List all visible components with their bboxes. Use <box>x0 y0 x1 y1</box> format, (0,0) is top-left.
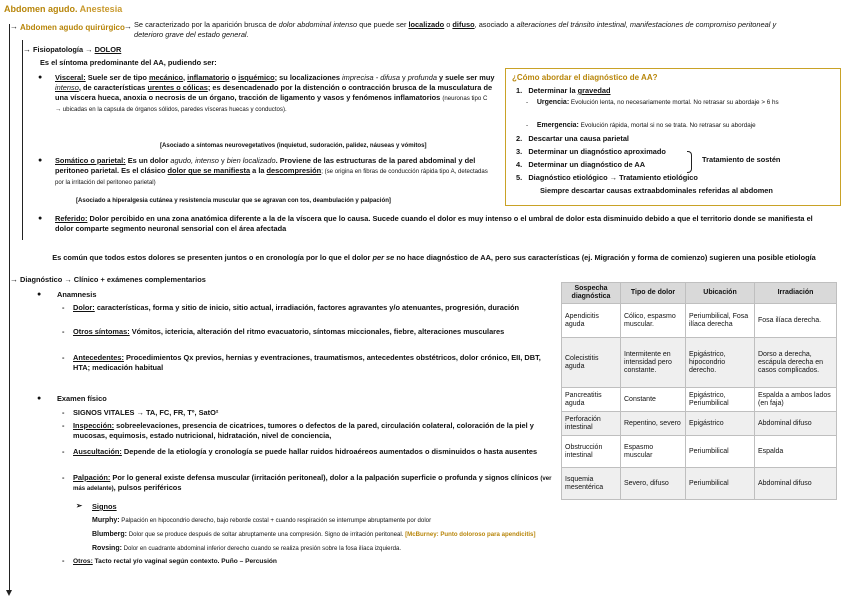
chevron-icon: ➢ <box>76 501 83 510</box>
box-brace-label: Tratamiento de sostén <box>702 155 781 164</box>
title-main: Abdomen agudo. <box>4 4 78 14</box>
table-cell: Colecistitis aguda <box>562 338 621 388</box>
table-cell: Espalda a ambos lados (en faja) <box>755 388 837 412</box>
title-sub: Anestesia <box>79 4 123 14</box>
dash-icon: - <box>62 447 65 456</box>
table-cell: Epigástrico, Periumbilical <box>686 388 755 412</box>
fisiopatologia-intro: Es el síntoma predominante del AA, pudiendo ser: <box>40 58 217 67</box>
table-cell: Periumbilical <box>686 468 755 500</box>
arrow-icon: → <box>124 22 132 31</box>
table-cell: Epigástrico, hipocondrio derecho. <box>686 338 755 388</box>
table-cell: Pancreatitis aguda <box>562 388 621 412</box>
examen-auscultacion: Auscultación: Depende de la etiología y cronología se puede hallar ruidos hidroaéreos aumentados o disminuidos o hasta ausentes <box>73 447 538 456</box>
signo-rovsing: Rovsing: Dolor en cuadrante abdominal inferior derecho cuando se realiza presión sobre la fosa ilíaca izquierda. <box>92 545 402 552</box>
box-item-3: 3. Determinar un diagnóstico aproximado <box>516 147 666 156</box>
table-row <box>562 338 837 388</box>
table-row <box>562 304 837 338</box>
bullet-icon: ● <box>38 157 43 164</box>
table-cell: Obstrucción intestinal <box>562 436 621 468</box>
table-cell: Espasmo muscular <box>621 436 686 468</box>
sospecha-table-wrapper <box>561 282 837 500</box>
fisiopatologia-heading: Fisiopatología → DOLOR <box>33 45 122 54</box>
visceral-assoc: [Asociado a síntomas neurovegetativos (inquietud, sudoración, palidez, náuseas y vómitos] <box>160 142 427 149</box>
somatico-assoc: [Asociado a hiperalgesia cutánea y resistencia muscular que se agravan con tos, deambulación y palpación] <box>76 197 391 204</box>
table-cell: Fosa ilíaca derecha. <box>755 304 837 338</box>
signo-murphy: Murphy: Palpación en hipocondrio derecho, bajo reborde costal + cuando respiración se interrumpe abruptamente por dolor <box>92 517 432 524</box>
dash-icon: - <box>62 327 65 336</box>
anamnesis-label: Anamnesis <box>57 290 97 299</box>
referido-paragraph: Referido: Dolor percibido en una zona anatómica diferente a la de la víscera que lo causa. Sucede cuando el dolor es muy intenso o el umbral de dolor esta disminuido debido a que el territorio donde se manifiesta el dolor comparte segmento neuronal sensorial con el área afectada <box>55 214 813 234</box>
dash-icon: - <box>62 353 65 362</box>
secondary-flow-line <box>22 40 23 240</box>
dash-icon: - <box>62 421 65 430</box>
sospecha-table <box>561 282 837 500</box>
main-flow-line <box>9 24 10 594</box>
somatico-paragraph: Somático o parietal: Es un dolor agudo, intenso y bien localizado. Proviene de las estructuras de la pared abdominal y del peritoneo parietal. Es el clásico dolor que se manifiesta a la descompresión; (se origina en fibras de conducción rápida tipo A, detectadas por la irritación del peritoneo parietal) <box>55 156 488 186</box>
dash-icon: - <box>62 303 65 312</box>
anamnesis-otros-sintomas: Otros síntomas: Vómitos, ictericia, alteración del ritmo evacuatorio, síntomas miccionales, fiebre, alteraciones musculares <box>73 327 505 336</box>
signos-vitales: SIGNOS VITALES → TA, FC, FR, Tº, SatO² <box>73 408 219 417</box>
table-cell: Perforación intestinal <box>562 412 621 436</box>
flow-arrowhead-icon <box>6 590 12 596</box>
table-cell: Periumbilical <box>686 436 755 468</box>
anamnesis-antecedentes: Antecedentes: Procedimientos Qx previos, hernias y eventraciones, traumatismos, antecedentes obstétricos, dolor crónico, EII, DBT, HTA; medicación habitual <box>73 353 541 373</box>
page-title <box>4 3 122 15</box>
table-row <box>562 468 837 500</box>
bullet-icon: ● <box>38 74 43 81</box>
box-item-5: 5. Diagnóstico etiológico → Tratamiento etiológico <box>516 173 698 182</box>
table-cell: Severo, difuso <box>621 468 686 500</box>
anamnesis-dolor: Dolor: características, forma y sitio de inicio, sitio actual, irradiación, factores agravantes y/o atenuantes, progresión, duración <box>73 303 520 312</box>
table-cell: Intermitente en intensidad pero constante. <box>621 338 686 388</box>
diagnostico-heading: Diagnóstico → Clínico + exámenes complementarios <box>20 275 206 284</box>
table-cell: Isquemia mesentérica <box>562 468 621 500</box>
signo-blumberg: Blumberg: Dolor que se produce después de soltar abruptamente una compresión. Signo de irritación peritoneal. [McBurney: Punto doloroso para apendicitis] <box>92 531 536 538</box>
examen-inspeccion: Inspección: sobreelevaciones, presencia de cicatrices, tumores o defectos de la pared, circulación colateral, coloración de la piel y mucosas, equimosis, estado nutricional, hidratación, nivel de conciencia, <box>73 421 534 441</box>
table-header-cell: Sospecha diagnóstica <box>562 283 621 304</box>
table-header-row <box>562 283 837 304</box>
examen-otros: Otros: Tacto rectal y/o vaginal según contexto. Puño – Percusión <box>73 558 277 565</box>
table-header-cell: Irradiación <box>755 283 837 304</box>
table-cell: Repentino, severo <box>621 412 686 436</box>
table-cell: Abdominal difuso <box>755 412 837 436</box>
box-note: Siempre descartar causas extraabdominales referidas al abdomen <box>540 186 773 195</box>
dash-icon: - <box>62 473 65 482</box>
arrow-icon: → <box>23 45 31 54</box>
box-emergencia: - Emergencia: Evolución rápida, mortal si no se trata. No retrasar su abordaje <box>526 122 756 129</box>
box-question: ¿Cómo abordar el diagnóstico de AA? <box>512 73 658 82</box>
bullet-icon: ● <box>38 215 43 222</box>
brace-icon <box>687 151 692 173</box>
table-cell: Espalda <box>755 436 837 468</box>
visceral-paragraph: Visceral: Suele ser de tipo mecánico, inflamatorio o isquémico; su localizaciones imprecisa - difusa y profunda y suele ser muy intenso, de características urentes o cólicas; es desencadenado por la distención o contracción brusca de la musculatura de una víscera hueca, anoxia o necrosis de un órgano, tracción de ligamento y vasos y fenómenos inflamatorios (neuronas tipo C → ubicadas en la capsula de órganos sólidos, paredes vísceras huecas y conductos). <box>55 73 495 113</box>
signos-label: Signos <box>92 502 117 511</box>
quirurgico-label: Abdomen agudo quirúrgico <box>20 23 125 32</box>
quirurgico-definition: Se caracterizado por la aparición brusca de dolor abdominal intenso que puede ser localizado o difuso, asociado a alteraciones del tránsito intestinal, manifestaciones de compromiso peritoneal y deterioro grave del estado general. <box>134 20 777 40</box>
table-cell: Epigástrico <box>686 412 755 436</box>
table-row <box>562 388 837 412</box>
table-cell: Constante <box>621 388 686 412</box>
comun-paragraph: Es común que todos estos dolores se presenten juntos o en cronología por lo que el dolor per se no hace diagnóstico de AA, pero sus características (ej. Migración y forma de comienzo) sugieren una posible etiología <box>52 253 816 262</box>
box-urgencia: - Urgencia: Evolución lenta, no necesariamente mortal. No retrasar su abordaje > 6 hs <box>526 99 779 106</box>
table-row <box>562 436 837 468</box>
table-header-cell: Ubicación <box>686 283 755 304</box>
table-header-cell: Tipo de dolor <box>621 283 686 304</box>
table-cell: Cólico, espasmo muscular. <box>621 304 686 338</box>
box-item-1: 1. Determinar la gravedad <box>516 86 611 95</box>
dash-icon: - <box>62 556 65 565</box>
arrow-icon: → <box>10 275 18 284</box>
table-cell: Apendicitis aguda <box>562 304 621 338</box>
examen-palpacion: Palpación: Por lo general existe defensa muscular (irritación peritoneal), dolor a la palpación superficie o profunda y signos clínicos (ver más adelante), pulsos periféricos <box>73 473 552 493</box>
table-cell: Periumbilical, Fosa ilíaca derecha <box>686 304 755 338</box>
bullet-icon: ● <box>37 395 42 402</box>
diagnostico-approach-box <box>505 68 841 206</box>
table-cell: Abdominal difuso <box>755 468 837 500</box>
dash-icon: - <box>62 408 65 417</box>
box-item-2: 2. Descartar una causa parietal <box>516 134 629 143</box>
box-item-4: 4. Determinar un diagnóstico de AA <box>516 160 646 169</box>
bullet-icon: ● <box>37 291 42 298</box>
arrow-icon: → <box>10 22 18 31</box>
table-cell: Dorso a derecha, escápula derecha en casos complicados. <box>755 338 837 388</box>
examen-label: Examen físico <box>57 394 107 403</box>
table-row <box>562 412 837 436</box>
